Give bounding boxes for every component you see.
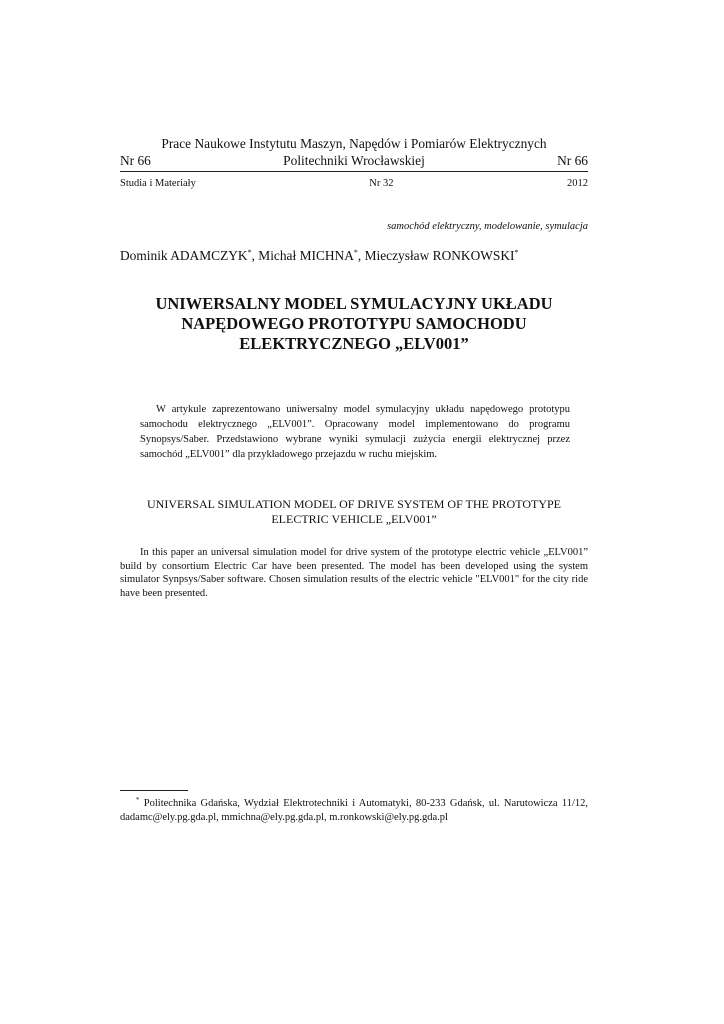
affiliation-footnote [120,797,588,825]
affiliation-mark: * [353,248,358,257]
abstract-polish: W artykule zaprezentowano uniwersalny model symulacyjny układu napędowego prototypu samochodu elektrycznego „ELV001”. Opracowany model implementowano do programu Synopsys/Saber. Przedstawiono wybrane wyniki symulacji zużycia energii elektrycznej przez samochód „ELV001” dla przykładowego przejazdu w ruchu miejskim. [140,404,570,460]
title-line: ELEKTRYCZNEGO „ELV001” [239,334,469,353]
issue-number-left: Nr 66 [120,153,151,168]
header-divider [120,171,588,172]
journal-header-row [120,153,588,169]
title-line: UNIVERSAL SIMULATION MODEL OF DRIVE SYSTEM OF THE PROTOTYPE [146,497,562,511]
affiliation-mark: * [514,248,519,257]
paper-title-english [120,497,588,527]
footnote-divider [120,790,188,791]
abstract-english: In this paper an universal simulation model for drive system of the prototype electric vehicle „ELV001” build by consortium Electric Car have been presented. The model has been developed using the system simulator Synpsys/Saber software. Chosen simulation results of the electric vehicle "ELV001" for the city ride have been presented. [120,547,588,599]
author-name: Dominik ADAMCZYK [120,248,248,263]
title-line: NAPĘDOWEGO PROTOTYPU SAMOCHODU [181,314,527,333]
affiliation-mark: * [247,248,252,257]
author-name: Michał MICHNA [258,248,354,263]
title-line: ELECTRIC VEHICLE „ELV001” [271,512,437,526]
journal-title-line2: Politechniki Wrocławskiej [283,153,425,168]
series-row [120,178,588,189]
journal-title-line1: Prace Naukowe Instytutu Maszyn, Napędów i Pomiarów Elektrycznych [161,136,547,151]
keywords: samochód elektryczny, modelowanie, symulacja [387,221,588,232]
series-name: Studia i Materiały [120,178,196,189]
series-issue: Nr 32 [369,178,394,189]
author-list: Dominik ADAMCZYK*, Michał MICHNA*, Mieczysław RONKOWSKI* [120,248,519,263]
author-name: Mieczysław RONKOWSKI [364,248,515,263]
footnote-text: Politechnika Gdańska, Wydział Elektrotechniki i Automatyki, 80-233 Gdańsk, ul. Narutowicza 11/12, dadamc@ely.pg.gda.pl, mmichna@ely.pg.gda.pl, m.ronkowski@ely.pg.gda.pl [120,798,588,823]
paper-title-polish [120,294,588,354]
footnote-mark: * [136,796,140,804]
publication-year: 2012 [566,178,588,189]
issue-number-right: Nr 66 [557,153,588,168]
title-line: UNIWERSALNY MODEL SYMULACYJNY UKŁADU [155,294,553,313]
